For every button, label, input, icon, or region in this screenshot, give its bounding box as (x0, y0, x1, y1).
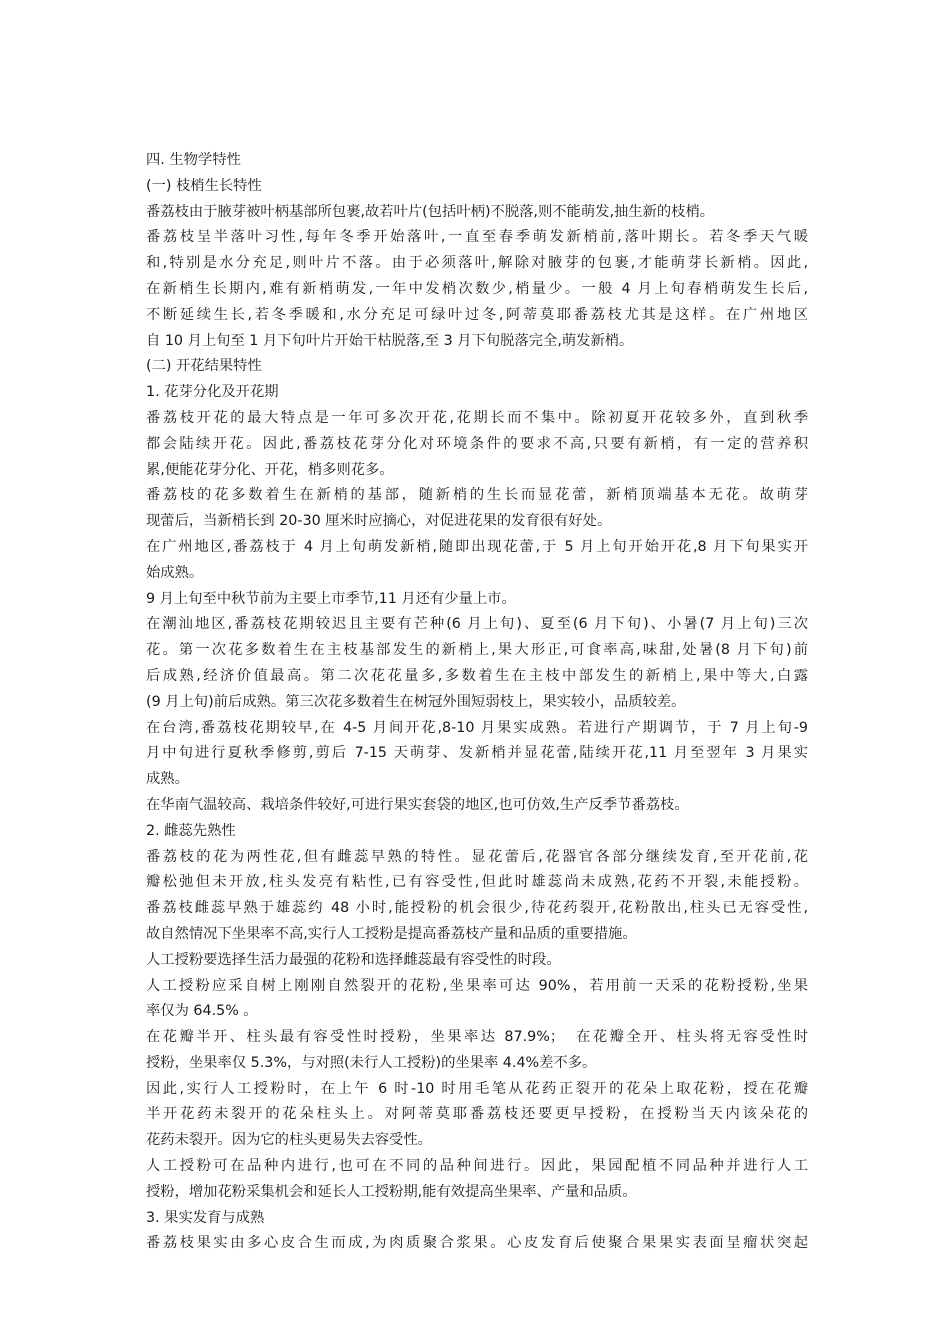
text-line: 在新梢生长期内,难有新梢萌发,一年中发梢次数少,梢量少。一般 4 月上旬春梢萌发生长后, (146, 280, 808, 297)
text-line: (9 月上旬)前后成熟。第三次花多数着生在树冠外围短弱枝上，果实较小，品质较差。 (146, 693, 686, 710)
text-line: 和,特别是水分充足,则叶片不落。由于必须落叶,解除对腋芽的包裹,才能萌芽长新梢。因此, (146, 255, 808, 272)
text-line: 不断延续生长,若冬季暖和,水分充足可绿叶过冬,阿蒂莫耶番荔枝尤其是这样。在广州地区 (146, 306, 808, 323)
text-line: 自 10 月上旬至 1 月下旬叶片开始干枯脱落,至 3 月下旬脱落完全,萌发新梢。 (146, 332, 634, 349)
text-line: 后成熟,经济价值最高。第二次花花量多,多数着生在主枝中部发生的新梢上,果中等大,白露 (146, 667, 808, 684)
text-line: 都会陆续开花。因此,番荔枝花芽分化对环境条件的要求不高,只要有新梢，有一定的营养积 (146, 435, 808, 452)
text-line: 花药未裂开。因为它的柱头更易失去容受性。 (146, 1132, 432, 1149)
text-line: 花。第一次花多数着生在主枝基部发生的新梢上,果大形正,可食率高,味甜,处暑(8 月下旬)前 (146, 642, 808, 659)
text-line: 累,便能花芽分化、开花，梢多则花多。 (146, 461, 394, 478)
text-line: 故自然情况下坐果率不高,实行人工授粉是提高番荔枝产量和品质的重要措施。 (146, 925, 637, 942)
text-line: 授粉，坐果率仅 5.3%，与对照(未行人工授粉)的坐果率 4.4%差不多。 (146, 1054, 597, 1071)
text-line: 始成熟。 (146, 564, 204, 581)
text-line: 番荔枝果实由多心皮合生而成,为肉质聚合浆果。心皮发育后使聚合果果实表面呈瘤状突起 (146, 1235, 808, 1252)
text-line: 率仅为 64.5% 。 (146, 1003, 258, 1020)
text-line: 番荔枝开花的最大特点是一年可多次开花,花期长而不集中。除初夏开花较多外，直到秋季 (146, 409, 808, 426)
text-line: 3. 果实发育与成熟 (146, 1209, 265, 1226)
text-line: 2. 雌蕊先熟性 (146, 822, 236, 839)
text-line: 在花瓣半开、柱头最有容受性时授粉，坐果率达 87.9%； 在花瓣全开、柱头将无容受性时 (146, 1029, 808, 1046)
text-line: 半开花药未裂开的花朵柱头上。对阿蒂莫耶番荔枝还要更早授粉，在授粉当天内该朵花的 (146, 1106, 808, 1123)
text-line: 番荔枝雌蕊早熟于雄蕊约 48 小时,能授粉的机会很少,待花药裂开,花粉散出,柱头已无容受性, (146, 900, 808, 917)
text-line: 四. 生物学特性 (146, 152, 241, 168)
text-line: 在台湾,番荔枝花期较早,在 4-5 月间开花,8-10 月果实成熟。若进行产期调节，于 7 月上旬-9 (146, 719, 808, 736)
text-line: 9 月上旬至中秋节前为主要上市季节,11 月还有少量上市。 (146, 590, 516, 607)
document-body (146, 148, 808, 1257)
text-line: 人工授粉要选择生活力最强的花粉和选择雌蕊最有容受性的时段。 (146, 951, 561, 968)
text-line: (一) 枝梢生长特性 (146, 177, 262, 194)
text-line: 番荔枝由于腋芽被叶柄基部所包裹,故若叶片(包括叶柄)不脱落,则不能萌发,抽生新的枝梢。 (146, 203, 715, 220)
text-line: 在广州地区,番荔枝于 4 月上旬萌发新梢,随即出现花蕾,于 5 月上旬开始开花,8 月下旬果实开 (146, 538, 808, 555)
text-line: 人工授粉可在品种内进行,也可在不同的品种间进行。因此，果园配植不同品种并进行人工 (146, 1158, 808, 1175)
text-line: 在华南气温较高、栽培条件较好,可进行果实套袋的地区,也可仿效,生产反季节番荔枝。 (146, 796, 689, 813)
text-line: 1. 花芽分化及开花期 (146, 384, 279, 401)
text-line: 授粉，增加花粉采集机会和延长人工授粉期,能有效提高坐果率、产量和品质。 (146, 1183, 637, 1200)
text-line: 因此,实行人工授粉时，在上午 6 时-10 时用毛笔从花药正裂开的花朵上取花粉，授在花瓣 (146, 1080, 808, 1097)
text-line: 成熟。 (146, 771, 189, 788)
text-line: 人工授粉应采自树上刚刚自然裂开的花粉,坐果率可达 90%，若用前一天采的花粉授粉,坐果 (146, 977, 808, 994)
text-line: 番荔枝呈半落叶习性,每年冬季开始落叶,一直至春季萌发新梢前,落叶期长。若冬季天气暖 (146, 229, 808, 246)
text-line: 月中旬进行夏秋季修剪,剪后 7-15 天萌芽、发新梢并显花蕾,陆续开花,11 月至翌年 3 月果实 (146, 745, 808, 762)
text-line: 瓣松弛但未开放,柱头发亮有粘性,已有容受性,但此时雄蕊尚未成熟,花药不开裂,未能授粉。 (146, 874, 808, 891)
text-line: 现蕾后，当新梢长到 20-30 厘米时应摘心，对促进花果的发育很有好处。 (146, 513, 612, 530)
text-line: 番荔枝的花为两性花,但有雌蕊早熟的特性。显花蕾后,花器官各部分继续发育,至开花前,花 (146, 848, 808, 865)
text-line: 在潮汕地区,番荔枝花期较迟且主要有芒种(6 月上旬)、夏至(6 月下旬)、小暑(7 月上旬)三次 (146, 616, 808, 633)
text-line: 番荔枝的花多数着生在新梢的基部，随新梢的生长而显花蕾，新梢顶端基本无花。故萌芽 (146, 487, 808, 504)
text-line: (二) 开花结果特性 (146, 358, 262, 375)
